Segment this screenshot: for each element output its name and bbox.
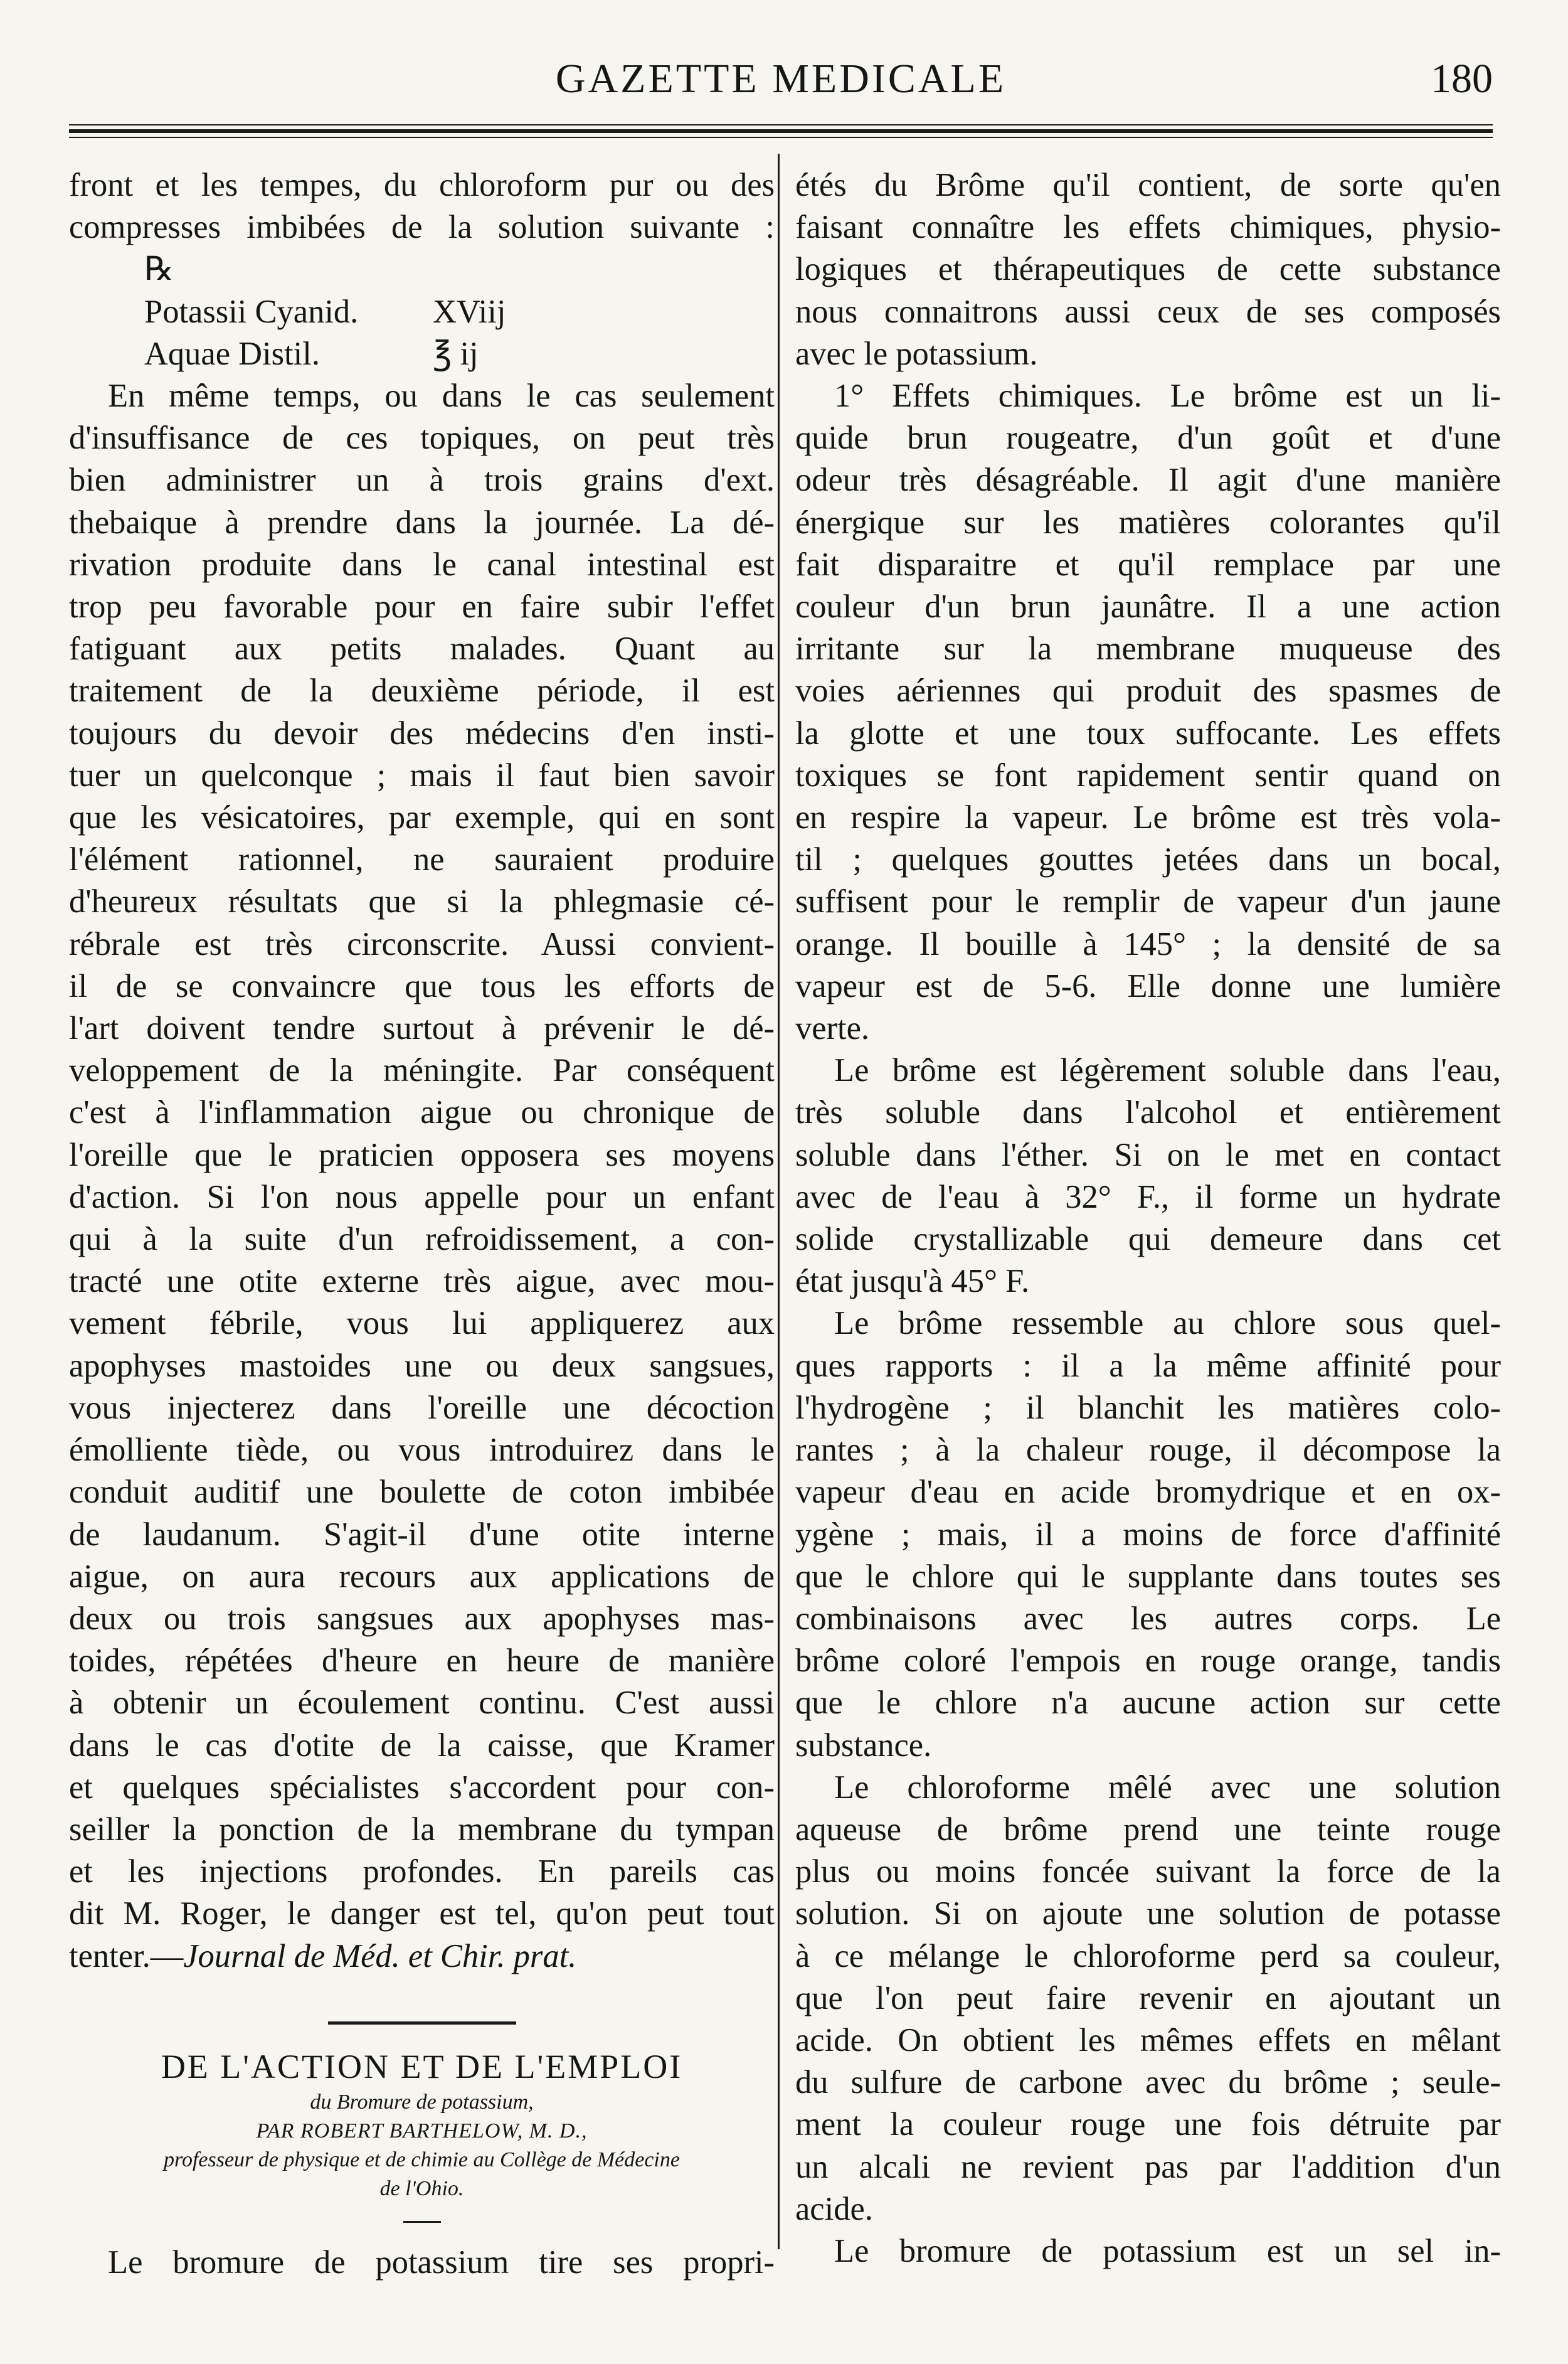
citation-line [69, 1935, 775, 1978]
rx-ingredient: Aquae Distil. [144, 335, 320, 372]
rx-ingredient: Potassii Cyanid. [144, 293, 359, 330]
text-line: Le brôme est légèrement soluble dans l'eau, [834, 1052, 1501, 1089]
section-separator [328, 2021, 516, 2025]
text-line: l'hydrogène ; il blanchit les matières colo- [795, 1389, 1501, 1426]
text-line: quide brun rougeatre, d'un goût et d'une [795, 420, 1501, 457]
text-line: que l'on peut faire revenir en ajoutant un [795, 1979, 1501, 2016]
text-line: nous connaitrons aussi ceux de ses composés [795, 293, 1501, 330]
text-line: orange. Il bouille à 145° ; la densité de sa [795, 925, 1501, 962]
text-line: rantes ; à la chaleur rouge, il décompose la [795, 1432, 1501, 1469]
text-line: combinaisons avec les autres corps. Le [795, 1600, 1501, 1637]
header-rule-top [69, 124, 1493, 125]
text-line: l'oreille que le praticien opposera ses moyens [69, 1136, 775, 1173]
text-line: un alcali ne revient pas par l'addition d'un [795, 2148, 1501, 2185]
text-line: et les injections profondes. En pareils cas [69, 1853, 775, 1890]
text-line: veloppement de la méningite. Par conséquent [69, 1052, 775, 1089]
text-line: odeur très désagréable. Il agit d'une manière [795, 462, 1501, 499]
text-line: brôme coloré l'empois en rouge orange, tandis [795, 1643, 1501, 1680]
text-line: trop peu favorable pour en faire subir l'effet [69, 588, 775, 626]
rx-line [69, 291, 775, 333]
text-line: à obtenir un écoulement continu. C'est aussi [69, 1685, 775, 1722]
article-author: PAR ROBERT BARTHELOW, M. D., [256, 2119, 588, 2143]
text-line: fait disparaitre et qu'il remplace par une [795, 546, 1501, 583]
text-line: la glotte et une toux suffocante. Les effets [795, 715, 1501, 752]
text-line: et quelques spécialistes s'accordent pour con- [69, 1769, 775, 1806]
article-first-line: Le bromure de potassium tire ses propri- [108, 2244, 775, 2281]
text-line: avec de l'eau à 32° F., il forme un hydrate [795, 1178, 1501, 1215]
text-line: irritante sur la membrane muqueuse des [795, 631, 1501, 668]
text-line: l'élément rationnel, ne sauraient produire [69, 841, 775, 878]
text-line: du sulfure de carbone avec du brôme ; seule- [795, 2064, 1501, 2101]
text-line: avec le potassium. [795, 335, 1038, 372]
text-line: soluble dans l'éther. Si on le met en contact [795, 1136, 1501, 1173]
subtitle-separator [403, 2221, 441, 2223]
article-subtitle: du Bromure de potassium, [310, 2090, 534, 2114]
text-line: thebaique à prendre dans la journée. La dé- [69, 504, 775, 541]
text-line: bien administrer un à trois grains d'ext. [69, 462, 775, 499]
article-affiliation-2: de l'Ohio. [379, 2176, 464, 2200]
text-line: vapeur d'eau en acide bromydrique et en ox- [795, 1474, 1501, 1511]
page-header [69, 55, 1493, 118]
text-line: Le chloroforme mêlé avec une solution [834, 1769, 1501, 1806]
text-line: seiller la ponction de la membrane du tympan [69, 1811, 775, 1848]
left-body [69, 375, 775, 1935]
text-line: toides, répétées d'heure en heure de manière [69, 1643, 775, 1680]
text-line: compresses imbibées de la solution suivante : [69, 209, 775, 246]
article-affiliation: professeur de physique et de chimie au Collège de Médecine [164, 2148, 680, 2171]
text-line: toxiques se font rapidement sentir quand on [795, 757, 1501, 794]
text-line: rivation produite dans le canal intestinal est [69, 546, 775, 583]
text-line: ques rapports : il a la même affinité pour [795, 1347, 1501, 1384]
text-line: substance. [795, 1727, 932, 1764]
text-line: fatiguant aux petits malades. Quant au [69, 631, 775, 668]
text-line: que le chlore n'a aucune action sur cette [795, 1685, 1501, 1722]
journal-title: GAZETTE MEDICALE [555, 56, 1007, 102]
text-line: aqueuse de brôme prend une teinte rouge [795, 1811, 1501, 1848]
text-line: très soluble dans l'alcohol et entièrement [795, 1094, 1501, 1131]
text-line: acide. [795, 2190, 873, 2227]
page-number: 180 [1431, 56, 1493, 102]
text-line: étés du Brôme qu'il contient, de sorte qu'en [795, 167, 1501, 203]
text-line: solution. Si on ajoute une solution de potasse [795, 1895, 1501, 1932]
text-line: dit M. Roger, le danger est tel, qu'on peut tout [69, 1895, 775, 1932]
text-line: acide. On obtient les mêmes effets en mêlant [795, 2021, 1501, 2058]
text-line: tracté une otite externe très aigue, avec mou- [69, 1263, 775, 1300]
text-line: d'action. Si l'on nous appelle pour un enfant [69, 1178, 775, 1215]
text-line: toujours du devoir des médecins d'en insti- [69, 715, 775, 752]
text-line: énergique sur les matières colorantes qu'il [795, 504, 1501, 541]
text-line: apophyses mastoides une ou deux sangsues, [69, 1347, 775, 1384]
text-line: vapeur est de 5-6. Elle donne une lumière [795, 967, 1501, 1004]
text-line: vous injecterez dans l'oreille une décoction [69, 1389, 775, 1426]
text-line: Le bromure de potassium est un sel in- [834, 2232, 1501, 2269]
text-line: il de se convaincre que tous les efforts de [69, 967, 775, 1004]
text-line: l'art doivent tendre surtout à prévenir le dé- [69, 1010, 775, 1047]
text-line: vement fébrile, vous lui appliquerez aux [69, 1305, 775, 1342]
rx-line [69, 333, 775, 375]
text-line: aigue, on aura recours aux applications de [69, 1558, 775, 1595]
text-line: à ce mélange le chloroforme perd sa couleur, [795, 1937, 1501, 1974]
citation-source: Journal de Méd. et Chir. prat. [183, 1937, 577, 1974]
text-line: front et les tempes, du chloroform pur ou des [69, 167, 775, 203]
text-line: que le chlore qui le supplante dans toutes ses [795, 1558, 1501, 1595]
header-rule-bottom [69, 137, 1493, 138]
text-line: de laudanum. S'agit-il d'une otite interne [69, 1516, 775, 1553]
text-line: c'est à l'inflammation aigue ou chronique de [69, 1094, 775, 1131]
text-line: deux ou trois sangsues aux apophyses mas- [69, 1600, 775, 1637]
text-line: til ; quelques gouttes jetées dans un bocal, [795, 841, 1501, 878]
text-line: couleur d'un brun jaunâtre. Il a une action [795, 588, 1501, 626]
text-line: logiques et thérapeutiques de cette substance [795, 251, 1501, 288]
rx-quantity: XViij [433, 293, 506, 330]
text-line: état jusqu'à 45° F. [795, 1263, 1030, 1300]
text-line: en respire la vapeur. Le brôme est très vola- [795, 799, 1501, 836]
rx-symbol: ℞ [144, 251, 174, 288]
left-column [69, 164, 775, 2284]
text-line: verte. [795, 1010, 870, 1047]
text-line: suffisent pour le remplir de vapeur d'un jaune [795, 883, 1501, 920]
citation-prefix: tenter.— [69, 1937, 184, 1974]
text-line: 1° Effets chimiques. Le brôme est un li- [834, 378, 1501, 415]
text-line: En même temps, ou dans le cas seulement [108, 378, 775, 415]
text-line: tuer un quelconque ; mais il faut bien savoir [69, 757, 775, 794]
text-line: faisant connaître les effets chimiques, physio- [795, 209, 1501, 246]
rx-quantity: ℥ ij [433, 335, 479, 372]
text-line: Le brôme ressemble au chlore sous quel- [834, 1305, 1501, 1342]
text-line: qui à la suite d'un refroidissement, a con- [69, 1221, 775, 1258]
column-divider [778, 154, 780, 2249]
header-rule-thick [69, 129, 1493, 133]
text-line: voies aériennes qui produit des spasmes de [795, 673, 1501, 710]
text-line: plus ou moins foncée suivant la force de la [795, 1853, 1501, 1890]
right-column [795, 164, 1501, 2272]
text-line: dans le cas d'otite de la caisse, que Kramer [69, 1727, 775, 1764]
text-line: d'heureux résultats que si la phlegmasie cé- [69, 883, 775, 920]
text-line: d'insuffisance de ces topiques, on peut très [69, 420, 775, 457]
text-line: émolliente tiède, ou vous introduirez dans le [69, 1432, 775, 1469]
text-line: ygène ; mais, il a moins de force d'affinité [795, 1516, 1501, 1553]
text-line: conduit auditif une boulette de coton imbibée [69, 1474, 775, 1511]
text-line: que les vésicatoires, par exemple, qui en sont [69, 799, 775, 836]
article-title: DE L'ACTION ET DE L'EMPLOI [161, 2047, 683, 2085]
text-line: solide crystallizable qui demeure dans cet [795, 1221, 1501, 1258]
text-line: ment la couleur rouge une fois détruite par [795, 2106, 1501, 2143]
text-line: traitement de la deuxième période, il est [69, 673, 775, 710]
text-line: rébrale est très circonscrite. Aussi convient- [69, 925, 775, 962]
